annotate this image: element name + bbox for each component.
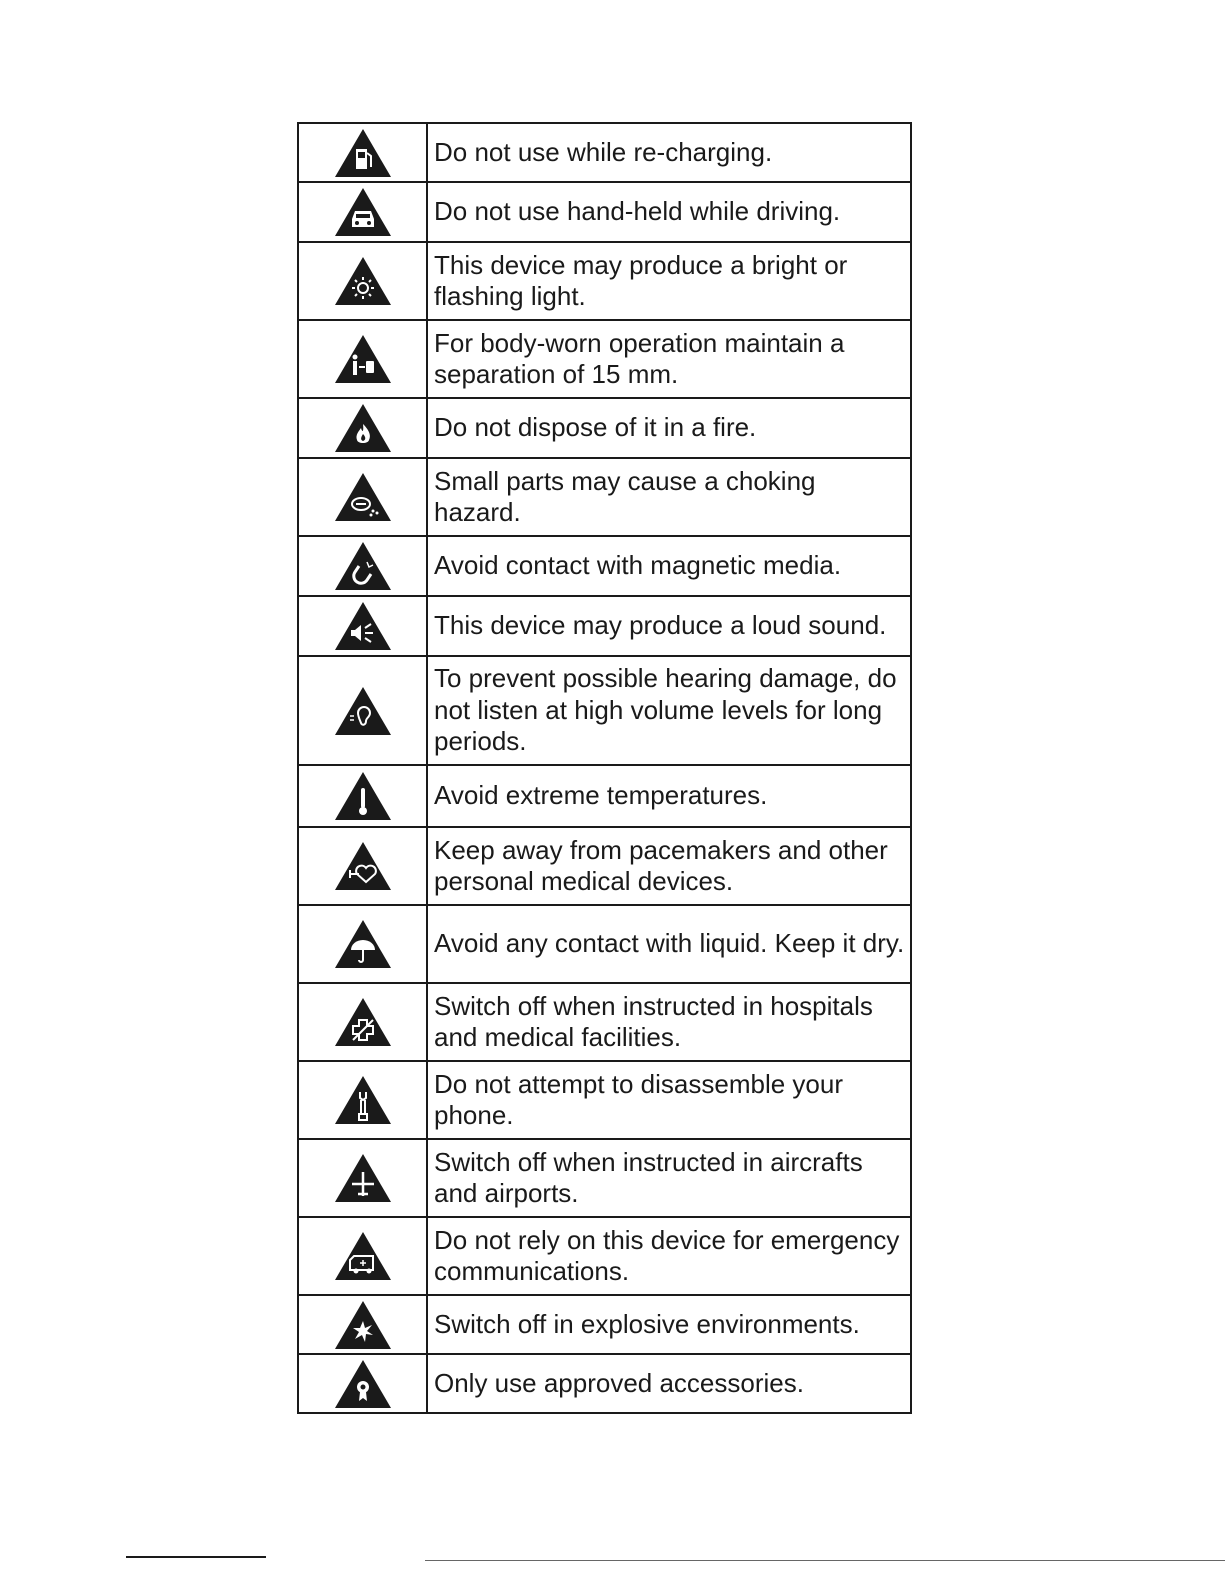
row-text: Small parts may cause a choking hazard. bbox=[427, 458, 911, 536]
wrench-icon bbox=[333, 1074, 393, 1126]
fuel-pump-icon bbox=[333, 127, 393, 179]
row-text: Switch off when instructed in aircrafts and airports. bbox=[427, 1139, 911, 1217]
table-row bbox=[298, 1061, 911, 1139]
table-row bbox=[298, 905, 911, 983]
table-row bbox=[298, 458, 911, 536]
hospital-icon bbox=[333, 996, 393, 1048]
choking-hazard-icon bbox=[333, 471, 393, 523]
table-row bbox=[298, 656, 911, 765]
row-text: Do not use hand-held while driving. bbox=[427, 182, 911, 242]
row-text: Switch off in explosive environments. bbox=[427, 1295, 911, 1354]
body-worn-icon bbox=[333, 333, 393, 385]
table-row bbox=[298, 827, 911, 905]
table-row bbox=[298, 398, 911, 458]
pacemaker-icon bbox=[333, 840, 393, 892]
thermometer-icon bbox=[333, 770, 393, 822]
safety-symbols-table bbox=[297, 122, 912, 1414]
approved-accessory-icon bbox=[333, 1358, 393, 1410]
row-text: Do not rely on this device for emergency communications. bbox=[427, 1217, 911, 1295]
fire-icon bbox=[333, 402, 393, 454]
table-row bbox=[298, 182, 911, 242]
row-text: Avoid extreme temperatures. bbox=[427, 765, 911, 827]
row-text: To prevent possible hearing damage, do not listen at high volume levels for long periods. bbox=[427, 656, 911, 765]
table-row bbox=[298, 536, 911, 596]
explosion-icon bbox=[333, 1299, 393, 1351]
row-text: This device may produce a bright or flashing light. bbox=[427, 242, 911, 320]
row-text: For body-worn operation maintain a separation of 15 mm. bbox=[427, 320, 911, 398]
row-text: Only use approved accessories. bbox=[427, 1354, 911, 1413]
row-text: Avoid any contact with liquid. Keep it dry. bbox=[427, 905, 911, 983]
row-text: Avoid contact with magnetic media. bbox=[427, 536, 911, 596]
table-row bbox=[298, 320, 911, 398]
row-text: Do not use while re-charging. bbox=[427, 123, 911, 182]
hearing-damage-icon bbox=[333, 685, 393, 737]
table-row bbox=[298, 1139, 911, 1217]
umbrella-icon bbox=[333, 918, 393, 970]
footer-rule-left bbox=[126, 1556, 266, 1558]
row-text: Do not attempt to disassemble your phone. bbox=[427, 1061, 911, 1139]
table-row bbox=[298, 1295, 911, 1354]
footer-rule-right bbox=[425, 1560, 1225, 1561]
row-text: Keep away from pacemakers and other personal medical devices. bbox=[427, 827, 911, 905]
table-row bbox=[298, 242, 911, 320]
table-row bbox=[298, 983, 911, 1061]
row-text: This device may produce a loud sound. bbox=[427, 596, 911, 656]
table-row bbox=[298, 1354, 911, 1413]
airplane-icon bbox=[333, 1152, 393, 1204]
table-row bbox=[298, 1217, 911, 1295]
flashing-light-icon bbox=[333, 255, 393, 307]
table-row bbox=[298, 596, 911, 656]
car-icon bbox=[333, 186, 393, 238]
magnet-icon bbox=[333, 540, 393, 592]
table-row bbox=[298, 123, 911, 182]
table-row bbox=[298, 765, 911, 827]
row-text: Switch off when instructed in hospitals and medical facilities. bbox=[427, 983, 911, 1061]
ambulance-icon bbox=[333, 1230, 393, 1282]
loud-sound-icon bbox=[333, 600, 393, 652]
row-text: Do not dispose of it in a fire. bbox=[427, 398, 911, 458]
